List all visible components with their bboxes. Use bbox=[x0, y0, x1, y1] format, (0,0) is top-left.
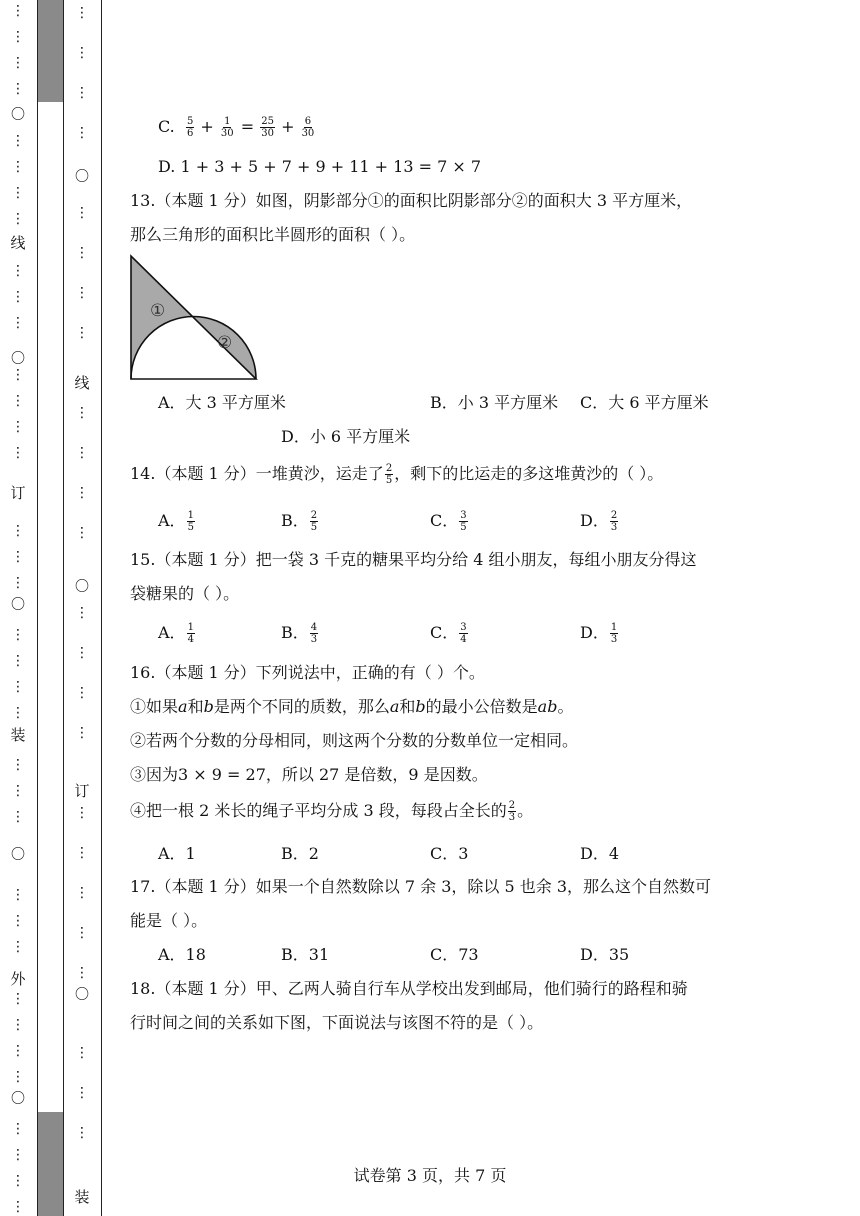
q16-option-c: C．3 bbox=[430, 844, 469, 863]
margin-circle: 〇 bbox=[11, 597, 25, 613]
q12-option-c: C. $\frac{5}{6}$ + $\frac{1}{30}$ = $\frac{25}{30}$ + $\frac{6}{30}$ bbox=[158, 116, 315, 139]
margin-dot: ⋮ bbox=[11, 653, 25, 669]
margin-label: 外 bbox=[10, 970, 26, 988]
margin-dot: ⋮ bbox=[75, 805, 89, 821]
margin-dot: ⋮ bbox=[11, 445, 25, 461]
margin-dot: ⋮ bbox=[75, 885, 89, 901]
margin-dot: ⋮ bbox=[11, 315, 25, 331]
margin-dot: ⋮ bbox=[11, 523, 25, 539]
margin-dot: ⋮ bbox=[11, 289, 25, 305]
margin-dot: ⋮ bbox=[11, 1147, 25, 1163]
q18-stem-line2: 行时间之间的关系如下图，下面说法与该图不符的是（ ）。 bbox=[130, 1013, 544, 1032]
margin-dot: ⋮ bbox=[11, 679, 25, 695]
q18-stem-line1: 18.（本题 1 分）甲、乙两人骑自行车从学校出发到邮局，他们骑行的路程和骑 bbox=[130, 979, 688, 998]
q15-option-c: C． $\frac{3}{4}$ bbox=[430, 622, 467, 645]
margin-circle: 〇 bbox=[75, 169, 89, 185]
margin-dot: ⋮ bbox=[11, 211, 25, 227]
margin-dot: ⋮ bbox=[75, 725, 89, 741]
q12-option-d: D. 1 + 3 + 5 + 7 + 9 + 11 + 13 = 7 × 7 bbox=[158, 157, 482, 176]
q13-stem-line2: 那么三角形的面积比半圆形的面积（ ）。 bbox=[130, 225, 416, 244]
q15-stem-line2: 袋糖果的（ ）。 bbox=[130, 584, 240, 603]
margin-dot: ⋮ bbox=[11, 185, 25, 201]
margin-dot: ⋮ bbox=[75, 125, 89, 141]
margin-dot: ⋮ bbox=[75, 485, 89, 501]
margin-label: 装 bbox=[74, 1188, 90, 1206]
margin-dot: ⋮ bbox=[75, 205, 89, 221]
q14-option-c: C． $\frac{3}{5}$ bbox=[430, 510, 467, 533]
margin-dot: ⋮ bbox=[11, 55, 25, 71]
margin-dot: ⋮ bbox=[11, 419, 25, 435]
q13-label-1: ① bbox=[150, 301, 166, 321]
margin-dot: ⋮ bbox=[11, 1199, 25, 1215]
q14-option-d: D． $\frac{2}{3}$ bbox=[580, 510, 618, 533]
margin-dot: ⋮ bbox=[75, 605, 89, 621]
q14-option-b: B． $\frac{2}{5}$ bbox=[281, 510, 318, 533]
margin-label: 线 bbox=[10, 234, 26, 252]
margin-label: 装 bbox=[10, 726, 26, 744]
margin-dot: ⋮ bbox=[11, 1043, 25, 1059]
margin-dot: ⋮ bbox=[11, 783, 25, 799]
info-field-2 bbox=[42, 566, 60, 606]
margin-label: 订 bbox=[74, 782, 90, 800]
margin-dot: ⋮ bbox=[75, 5, 89, 21]
q13-stem-line1: 13.（本题 1 分）如图，阴影部分①的面积比阴影部分②的面积大 3 平方厘米， bbox=[130, 191, 693, 210]
margin-dot: ⋮ bbox=[75, 645, 89, 661]
margin-label: 订 bbox=[10, 484, 26, 502]
q15-option-a: A． $\frac{1}{4}$ bbox=[158, 622, 194, 645]
margin-dot: ⋮ bbox=[11, 809, 25, 825]
q16-statement-3: ③因为3 × 9 = 27，所以 27 是倍数，9 是因数。 bbox=[130, 765, 488, 784]
margin-dot: ⋮ bbox=[11, 913, 25, 929]
margin-dot: ⋮ bbox=[11, 757, 25, 773]
margin-dot: ⋮ bbox=[75, 405, 89, 421]
q16-statement-1: ①如果a和b是两个不同的质数，那么a和b的最小公倍数是ab。 bbox=[130, 697, 574, 716]
margin-dot: ⋮ bbox=[75, 925, 89, 941]
margin-circle: 〇 bbox=[11, 847, 25, 863]
margin-dot: ⋮ bbox=[75, 965, 89, 981]
margin-dot: ⋮ bbox=[11, 1017, 25, 1033]
q13-option-a: A．大 3 平方厘米 bbox=[158, 393, 286, 412]
q16-statement-4: ④把一根 2 米长的绳子平均分成 3 段，每段占全长的 $\frac{2}{3}$ 。 bbox=[130, 800, 534, 823]
margin-dot: ⋮ bbox=[11, 887, 25, 903]
margin-dot: ⋮ bbox=[11, 575, 25, 591]
q13-figure bbox=[128, 252, 262, 384]
margin-dot: ⋮ bbox=[11, 549, 25, 565]
margin-dot: ⋮ bbox=[11, 367, 25, 383]
margin-dot: ⋮ bbox=[75, 45, 89, 61]
margin-dot: ⋮ bbox=[11, 991, 25, 1007]
margin-circle: 〇 bbox=[11, 107, 25, 123]
info-field-1 bbox=[42, 420, 60, 460]
margin-dot: ⋮ bbox=[75, 285, 89, 301]
margin-dot: ⋮ bbox=[11, 3, 25, 19]
q14-stem: 14.（本题 1 分）一堆黄沙，运走了 $\frac{2}{5}$ ，剩下的比运走的多这堆黄沙的（ ）。 bbox=[130, 463, 664, 486]
margin-dot: ⋮ bbox=[11, 29, 25, 45]
q15-stem-line1: 15.（本题 1 分）把一袋 3 千克的糖果平均分给 4 组小朋友，每组小朋友分得这 bbox=[130, 550, 697, 569]
margin-circle: 〇 bbox=[75, 579, 89, 595]
q14-option-a: A． $\frac{1}{5}$ bbox=[158, 510, 194, 533]
q17-option-c: C．73 bbox=[430, 945, 479, 964]
margin-dot: ⋮ bbox=[75, 245, 89, 261]
margin-dot: ⋮ bbox=[75, 525, 89, 541]
margin-dot: ⋮ bbox=[75, 85, 89, 101]
page-footer: 试卷第 3 页，共 7 页 bbox=[353, 1166, 507, 1185]
margin-dot: ⋮ bbox=[75, 1125, 89, 1141]
margin-dot: ⋮ bbox=[11, 263, 25, 279]
q17-option-d: D．35 bbox=[580, 945, 630, 964]
margin-dot: ⋮ bbox=[11, 159, 25, 175]
q15-option-d: D． $\frac{1}{3}$ bbox=[580, 622, 618, 645]
q16-statement-2: ②若两个分数的分母相同，则这两个分数的分数单位一定相同。 bbox=[130, 731, 579, 750]
margin-dot: ⋮ bbox=[11, 627, 25, 643]
q17-option-a: A．18 bbox=[158, 945, 206, 964]
margin-dot: ⋮ bbox=[11, 705, 25, 721]
margin-dot: ⋮ bbox=[75, 685, 89, 701]
margin-dot: ⋮ bbox=[75, 1085, 89, 1101]
margin-dot: ⋮ bbox=[11, 1069, 25, 1085]
q16-stem: 16.（本题 1 分）下列说法中，正确的有（ ）个。 bbox=[130, 663, 485, 682]
margin-dot: ⋮ bbox=[75, 325, 89, 341]
margin-dot: ⋮ bbox=[75, 1045, 89, 1061]
margin-circle: 〇 bbox=[11, 1091, 25, 1107]
margin-dot: ⋮ bbox=[11, 1121, 25, 1137]
q13-label-2: ② bbox=[217, 333, 233, 353]
margin-dot: ⋮ bbox=[11, 81, 25, 97]
margin-dot: ⋮ bbox=[11, 1173, 25, 1189]
info-field-3 bbox=[42, 716, 60, 756]
q16-option-a: A．1 bbox=[158, 844, 196, 863]
margin-circle: 〇 bbox=[75, 987, 89, 1003]
margin-label: 线 bbox=[74, 374, 90, 392]
q13-option-b: B．小 3 平方厘米 bbox=[430, 393, 559, 412]
margin-dot: ⋮ bbox=[75, 445, 89, 461]
margin-dot: ⋮ bbox=[75, 845, 89, 861]
q17-stem-line2: 能是（ ）。 bbox=[130, 911, 208, 930]
q16-option-d: D．4 bbox=[580, 844, 620, 863]
info-field-4 bbox=[42, 852, 60, 892]
margin-dot: ⋮ bbox=[11, 939, 25, 955]
q13-option-c: C．大 6 平方厘米 bbox=[580, 393, 709, 412]
q16-option-b: B．2 bbox=[281, 844, 319, 863]
q17-stem-line1: 17.（本题 1 分）如果一个自然数除以 7 余 3，除以 5 也余 3，那么这个自然数可 bbox=[130, 877, 712, 896]
q15-option-b: B． $\frac{4}{3}$ bbox=[281, 622, 318, 645]
margin-dot: ⋮ bbox=[11, 393, 25, 409]
margin-dot: ⋮ bbox=[11, 133, 25, 149]
q17-option-b: B．31 bbox=[281, 945, 330, 964]
margin-gray-top bbox=[38, 0, 63, 102]
margin-circle: 〇 bbox=[11, 351, 25, 367]
q13-option-d: D．小 6 平方厘米 bbox=[281, 427, 411, 446]
